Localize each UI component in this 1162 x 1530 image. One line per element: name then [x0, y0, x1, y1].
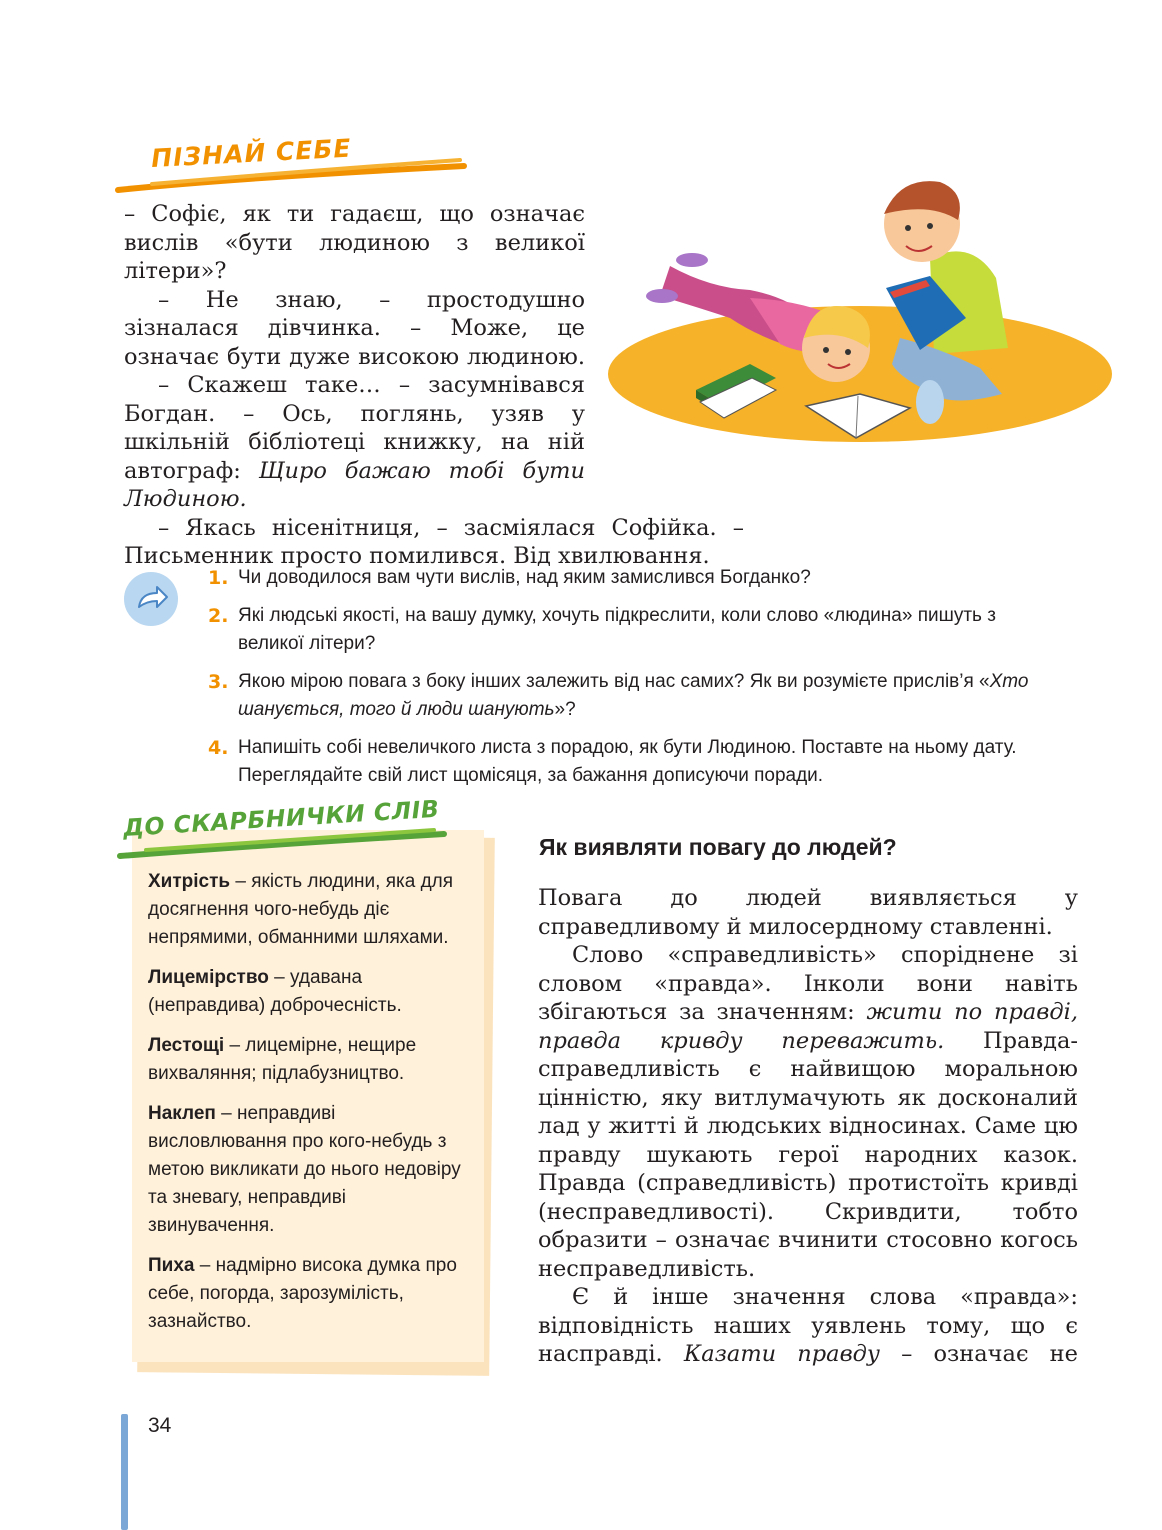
question-item — [208, 668, 1038, 724]
section-heading-label: ПІЗНАЙ СЕБЕ — [150, 133, 353, 173]
article-title: Як виявляти повагу до людей? — [539, 834, 897, 860]
vocabulary-term: Хитрість – якість людини, яка для досягнення чого-небудь діє непрямими, обманними шляхами. — [148, 871, 454, 948]
children-reading-illustration — [600, 168, 1120, 458]
story-paragraph: – Софіє, як ти гадаєш, що означає вислів «бути людиною з великої літери»? — [124, 201, 585, 284]
section-heading-label: ДО СКАРБНИЧКИ СЛІВ — [122, 794, 441, 842]
proverb: Хто шанується, того й люди шанують — [238, 671, 1029, 720]
question-text: Напишіть собі невеличкого листа з порадою, як бути Людиною. Поставте на ньому дату. Переглядайте свій лист щомісяця, за бажання дописуючи поради. — [238, 737, 1017, 786]
section-heading-vocabulary — [116, 794, 456, 868]
article-paragraph: Повага до людей виявляється у справедливому й милосердному ставленні. — [538, 885, 1078, 940]
story-paragraph: – Скажеш таке… – засумнівався Богдан. – Ось, поглянь, узяв у шкільній бібліотеці книжку, на ній автограф: Щиро бажаю тобі бути Людиною. — [124, 372, 585, 512]
article-italic: жити по правді, правда кривду переважить. — [538, 999, 1078, 1054]
article-paragraph: Є й інше значення слова «правда»: відповідність наших уявлень тому, що є насправді. Казати правду – означає не — [538, 1284, 1078, 1367]
vocabulary-term: Пиха – надмірно висока думка про себе, погорда, зарозумілість, зазнайство. — [148, 1255, 457, 1332]
question-item — [208, 734, 1038, 790]
page-number: 34 — [148, 1414, 172, 1437]
question-number: 1. — [208, 567, 229, 589]
story-paragraph: – Не знаю, – простодушно зізналася дівчинка. – Може, це означає бути дуже високою людиною. — [124, 286, 585, 370]
vocabulary-list — [148, 868, 468, 1348]
questions-list — [208, 564, 1038, 800]
section-heading-know-yourself — [112, 133, 472, 198]
question-text: Якою мірою повага з боку інших залежить від нас самих? Як ви розумієте прислів’я «Хто шанується, того й люди шанують»? — [238, 671, 1029, 720]
page-edge-bar — [121, 1414, 128, 1530]
vocabulary-term: Лицемірство – удавана (неправдива) доброчесність. — [148, 967, 402, 1016]
question-text: Чи доводилося вам чути вислів, над яким замислився Богданко? — [238, 567, 811, 588]
question-number: 3. — [208, 671, 229, 693]
question-number: 4. — [208, 737, 229, 759]
story-paragraph: – Якась нісенітниця, – засміялася Софійка. – Письменник просто помилився. Від хвилювання. — [124, 514, 744, 569]
question-item — [208, 602, 1038, 658]
discussion-arrow-icon — [123, 571, 179, 627]
question-number: 2. — [208, 605, 229, 627]
question-item — [208, 564, 1038, 592]
article-body — [538, 884, 1078, 1369]
autograph-quote: Щиро бажаю тобі бути Людиною. — [124, 457, 585, 512]
article-paragraph: Слово «справедливість» споріднене зі словом «правда». Інколи вони навіть збігаються за значенням: жити по правді, правда кривду переважить. Правда-справедливість є найвищою моральною цінністю, яку витлумачують як досконалий лад у житті й людських відносинах. Саме цю правду шукають герої народних казок. Правда (справедливість) протистоїть кривді (несправедливості). Скривдити, тобто образити – означає вчинити стосовно когось несправедливість. — [538, 942, 1078, 1282]
article-italic: Казати правду — [683, 1341, 880, 1367]
vocabulary-term: Наклеп – неправдиві висловлювання про кого-небудь з метою викликати до нього недовіру та зневагу, неправдиві звинувачення. — [148, 1103, 461, 1236]
vocabulary-term: Лестощі – лицемірне, нещире вихваляння; підлабузництво. — [148, 1035, 417, 1084]
question-text: Які людські якості, на вашу думку, хочуть підкреслити, коли слово «людина» пишуть з великої літери? — [238, 605, 996, 654]
